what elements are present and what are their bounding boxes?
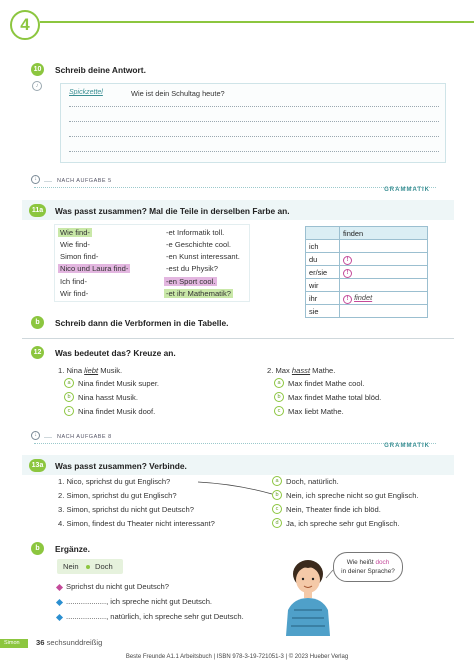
ex13b-letter: b <box>31 542 44 555</box>
answer-line[interactable] <box>69 151 439 152</box>
bullet-dot <box>86 565 90 569</box>
ex13a-answer: Nein, ich spreche nicht so gut Englisch. <box>286 491 419 500</box>
grammar-label: GRAMMATIK <box>384 187 430 193</box>
chapter-badge <box>10 10 40 40</box>
table-row: sie <box>306 305 428 318</box>
left-part[interactable]: Ich find- <box>60 277 88 286</box>
table-cell[interactable] <box>340 266 428 279</box>
footer-tab-label: Simon <box>4 640 20 646</box>
table-row: wir <box>306 279 428 292</box>
divider <box>44 181 52 182</box>
ex13b-line[interactable]: ..................., ich spreche nicht gut Deutsch. <box>66 597 213 606</box>
spickzettel-label: Spickzettel <box>69 89 103 96</box>
left-part[interactable]: Wie find- <box>60 228 90 237</box>
right-part[interactable]: -et Informatik toll. <box>166 228 225 237</box>
answer-line[interactable] <box>69 136 439 137</box>
word-box <box>57 559 123 574</box>
left-part[interactable]: Wie find- <box>60 240 90 249</box>
ex10-question: Wie ist dein Schultag heute? <box>131 89 225 98</box>
option-circle[interactable]: c <box>274 406 284 416</box>
right-part[interactable]: -et ihr Mathematik? <box>166 289 231 298</box>
option-circle[interactable]: c <box>64 406 74 416</box>
answer-line[interactable] <box>69 106 439 107</box>
blue-bullet <box>56 614 63 621</box>
table-row: er/sie ! <box>306 266 428 279</box>
grammar-bar <box>34 443 436 453</box>
exclamation-icon: ! <box>343 295 352 304</box>
connect-line <box>196 480 276 498</box>
blue-bullet <box>56 599 63 606</box>
left-part[interactable]: Simon find- <box>60 252 99 261</box>
answer-circle[interactable]: d <box>272 518 282 528</box>
header-line <box>40 21 474 23</box>
header-bar <box>0 0 474 42</box>
q1-sentence: 1. Nina liebt Musik. <box>58 366 123 375</box>
ex13a-answer: Doch, natürlich. <box>286 477 339 486</box>
divider <box>44 437 52 438</box>
table-row: ihr ! findet <box>306 292 428 305</box>
word-nein: Nein <box>63 562 79 571</box>
speech-bubble: Wie heißt doch in deiner Sprache? <box>333 552 403 582</box>
ex13a-answer: Ja, ich spreche sehr gut Englisch. <box>286 519 400 528</box>
q2-option: Max liebt Mathe. <box>288 407 344 416</box>
table-cell[interactable] <box>340 292 428 305</box>
table-corner <box>306 227 340 240</box>
option-circle[interactable]: a <box>274 378 284 388</box>
q2-option: Max findet Mathe total blöd. <box>288 393 382 402</box>
option-circle[interactable]: b <box>64 392 74 402</box>
right-part[interactable]: -est du Physik? <box>166 264 218 273</box>
right-part[interactable]: -en Kunst interessant. <box>166 252 240 261</box>
spickzettel-box <box>60 83 446 163</box>
left-part[interactable]: Wir find- <box>60 289 89 298</box>
grammar-bar <box>34 187 436 197</box>
arrow-down-icon: ↓ <box>31 175 40 184</box>
ex11a-instruction: Was passt zusammen? Mal die Teile in derselben Farbe an. <box>55 206 290 216</box>
ex10-next-ref: NACH AUFGABE 5 <box>57 178 112 184</box>
grammar-label: GRAMMATIK <box>384 443 430 449</box>
exclamation-icon: ! <box>343 269 352 278</box>
footer-credit: Beste Freunde A1.1 Arbeitsbuch | ISBN 978-3-19-721051-3 | © 2023 Hueber Verlag <box>125 654 349 660</box>
ex13a-question: 1. Nico, sprichst du gut Englisch? <box>58 477 171 486</box>
word-doch: Doch <box>95 562 113 571</box>
audio-icon: ♪ <box>32 81 42 91</box>
student-illustration <box>280 548 340 636</box>
right-part[interactable]: -e Geschichte cool. <box>166 240 231 249</box>
q2-option: Max findet Mathe cool. <box>288 379 365 388</box>
table-row: du ! <box>306 253 428 266</box>
arrow-down-icon: ↓ <box>31 431 40 440</box>
table-header: finden <box>340 227 428 240</box>
option-circle[interactable]: b <box>274 392 284 402</box>
page-number: 36 sechsunddreißig <box>36 638 103 647</box>
ex12-next-ref: NACH AUFGABE 8 <box>57 434 112 440</box>
ex13a-question: 4. Simon, findest du Theater nicht interessant? <box>58 519 215 528</box>
q1-keyword: liebt <box>84 366 99 375</box>
chapter-number: 4 <box>20 15 30 34</box>
ex12-instruction: Was bedeutet das? Kreuze an. <box>55 348 176 358</box>
pink-bullet <box>56 584 63 591</box>
table-cell[interactable] <box>340 240 428 253</box>
q2-keyword: hasst <box>291 366 311 375</box>
answer-circle[interactable]: c <box>272 504 282 514</box>
answer-circle[interactable]: a <box>272 476 282 486</box>
handwritten-answer: findet <box>354 292 373 302</box>
divider <box>22 338 454 339</box>
ex11b-instruction: Schreib dann die Verbformen in die Tabelle. <box>55 318 229 328</box>
ex13b-line: Sprichst du nicht gut Deutsch? <box>66 582 169 591</box>
ex13b-instruction: Ergänze. <box>55 544 90 554</box>
ex13a-instruction: Was passt zusammen? Verbinde. <box>55 461 187 471</box>
table-cell[interactable] <box>340 253 428 266</box>
ex10-instruction: Schreib deine Antwort. <box>55 65 146 75</box>
answer-circle[interactable]: b <box>272 490 282 500</box>
ex13b-line[interactable]: ..................., natürlich, ich spreche sehr gut Deutsch. <box>66 612 244 621</box>
ex11b-letter: b <box>31 316 44 329</box>
option-circle[interactable]: a <box>64 378 74 388</box>
q1-option: Nina hasst Musik. <box>78 393 138 402</box>
ex11a-number: 11a <box>29 204 46 217</box>
q2-sentence: 2. Max hasst Mathe. <box>267 366 336 375</box>
ex10-number: 10 <box>31 63 44 76</box>
ex12-number: 12 <box>31 346 44 359</box>
bubble-keyword: doch <box>375 559 390 566</box>
q1-option: Nina findet Musik super. <box>78 379 160 388</box>
ex13a-number: 13a <box>29 459 46 472</box>
table-cell[interactable] <box>340 279 428 292</box>
right-part[interactable]: -en Sport cool. <box>166 277 216 286</box>
verb-table <box>305 226 428 318</box>
table-cell[interactable] <box>340 305 428 318</box>
footer-tab <box>0 639 28 648</box>
table-row: ich <box>306 240 428 253</box>
left-part[interactable]: Nico und Laura find- <box>60 264 129 273</box>
ex13a-answer: Nein, Theater finde ich blöd. <box>286 505 381 514</box>
ex13a-question: 2. Simon, sprichst du gut Englisch? <box>58 491 177 500</box>
answer-line[interactable] <box>69 121 439 122</box>
ex13a-question: 3. Simon, sprichst du nicht gut Deutsch? <box>58 505 194 514</box>
q1-option: Nina findet Musik doof. <box>78 407 156 416</box>
exclamation-icon: ! <box>343 256 352 265</box>
